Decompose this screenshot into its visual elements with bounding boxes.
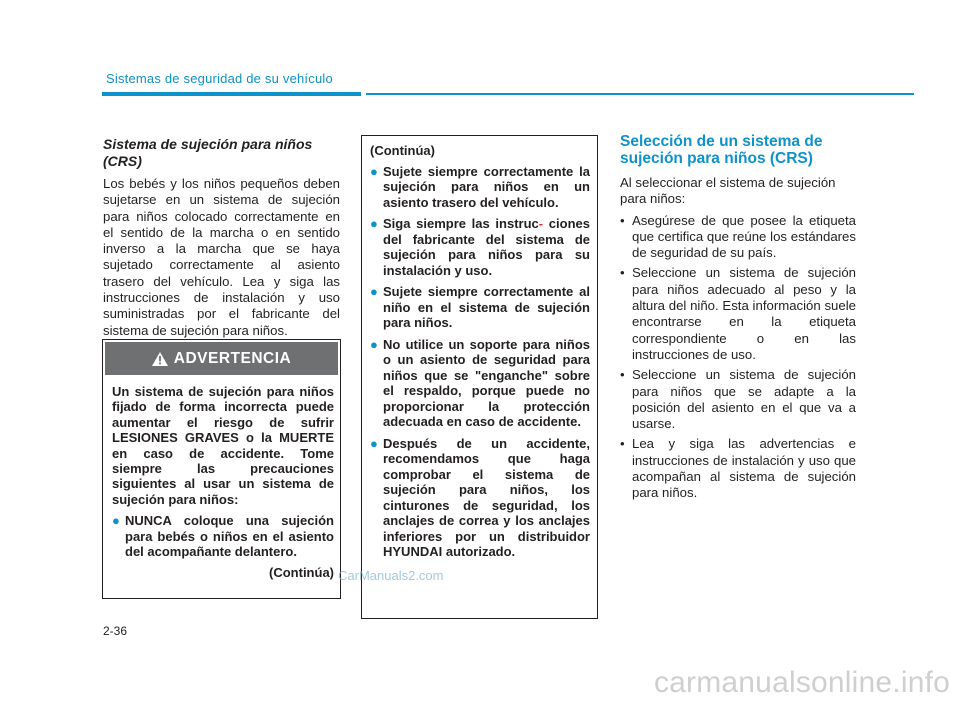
watermark-footer: carmanualsonline.info (653, 666, 950, 699)
list-item: • Seleccione un sistema de sujeción para niños que se adapte a la posición del asiento en el que va a usarse. (620, 367, 856, 432)
selection-intro: Al seleccionar el sistema de sujeción para niños: (620, 175, 836, 207)
bullet-dot-icon: ● (370, 435, 378, 451)
section-heading-crs: Sistema de sujeción para niños (CRS) (103, 136, 313, 169)
column-intro (103, 136, 340, 339)
list-item: ● Después de un accidente, recomendamos que haga comprobar el sistema de sujeción para niños, los cinturones de seguridad, los anclajes de correa y los anclajes inferiores por un distribuidor HYUNDAI autorizado. (370, 435, 590, 559)
warning-intro: Un sistema de sujeción para niños fijado de forma incorrecta puede aumentar el riesgo de sufrir LESIONES GRAVES o la MUERTE en caso de accidente. Tome siempre las precauciones siguientes al usar un sistema de sujeción para niños: (112, 384, 334, 507)
list-item: ● No utilice un soporte para niños o un asiento de seguridad para niños que se "enganche" sobre el respaldo, porque puede no proporcionar la protección adecuada en caso de accidente. (370, 336, 590, 429)
hyphen-mark: - (538, 216, 544, 231)
continued-label: (Continúa) (370, 143, 435, 158)
header-rule-thin (366, 93, 914, 95)
warning-body (112, 384, 334, 581)
warning-triangle-icon (152, 352, 168, 366)
watermark-small: CarManuals2.com (338, 568, 444, 583)
bullet-dot-icon: ● (370, 163, 378, 179)
list-item: • Seleccione un sistema de sujeción para niños adecuado al peso y la altura del niño. Esta información suele encontrarse en la etiqueta correspondiente o en las instrucciones de uso. (620, 265, 856, 362)
bullet-dot-icon: ● (370, 336, 378, 352)
list-item: ● Sujete siempre correctamente la sujeción para niños en un asiento trasero del vehículo. (370, 163, 590, 210)
list-item: • Lea y siga las advertencias e instrucciones de instalación y uso que acompañan al sistema de sujeción para niños. (620, 436, 856, 501)
page-number: 2-36 (103, 624, 128, 638)
warning-banner (105, 342, 338, 375)
column-selection (620, 133, 856, 506)
warning-continued-box (361, 135, 598, 619)
list-item: ● Sujete siempre correctamente al niño en el sistema de sujeción para niños. (370, 284, 590, 330)
section-heading-selection: Selección de un sistema de sujeción para niños (CRS) (620, 133, 823, 167)
warning-continued-body (370, 143, 590, 566)
warning-bullet: ● NUNCA coloque una sujeción para bebés o niños en el asiento del acompañante delantero. (112, 513, 334, 560)
list-item: • Asegúrese de que posee la etiqueta que certifica que reúne los estándares de seguridad de su país. (620, 212, 856, 261)
warning-box (102, 339, 341, 599)
warning-label: ADVERTENCIA (173, 349, 292, 367)
intro-paragraph: Los bebés y los niños pequeños deben sujetarse en un sistema de sujeción para niños colocado correctamente en el sentido de la marcha o en sentido inverso a la marcha que se haya sujetado correctamente al asiento trasero del vehículo. Lea y siga las instrucciones de instalación y uso suministradas por el fabricante del sistema de sujeción para niños. (103, 176, 340, 338)
bullet-dot-icon: ● (370, 216, 378, 231)
bullet-dot-icon: ● (112, 513, 120, 529)
warning-continued: (Continúa) (269, 565, 334, 581)
bullet-dot-icon: ● (370, 284, 378, 299)
section-header-title: Sistemas de seguridad de su vehículo (106, 71, 333, 86)
list-item: ● Siga siempre las instruc- ciones del fabricante del sistema de sujeción para niños para su instalación y uso. (370, 216, 590, 278)
header-rule-thick (102, 92, 361, 96)
